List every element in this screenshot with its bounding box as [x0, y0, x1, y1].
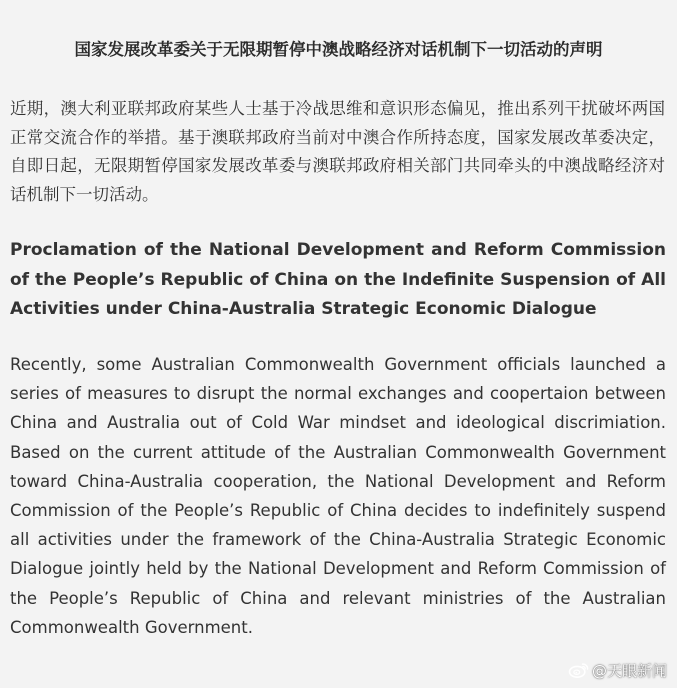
watermark	[568, 660, 667, 680]
english-title: Proclamation of the National Development and Reform Commission of the People’s Republic of China on the Indefinite Suspension of All Activities under China-Australia Strategic Economic Dialogue	[10, 240, 666, 319]
weibo-icon	[568, 661, 590, 679]
english-body-paragraph: Recently, some Australian Commonwealth Government officials launched a series of measures to disrupt the normal exchanges and coopertaion between China and Australia out of Cold War mindset and ideological discrimiation. Based on the current attitude of the Australian Commonwealth Government toward China-Australia cooperation, the National Development and Reform Commission of the People’s Republic of China decides to indefinitely suspend all activities under the framework of the China-Australia Strategic Economic Dialogue jointly held by the National Development and Reform Commission of the People’s Republic of China and relevant ministries of the Australian Commonwealth Government.	[10, 355, 666, 637]
chinese-body-paragraph: 近期，澳大利亚联邦政府某些人士基于冷战思维和意识形态偏见，推出系列干扰破坏两国正常交流合作的举措。基于澳联邦政府当前对中澳合作所持态度，国家发展改革委决定，自即日起，无限期暂停国家发展改革委与澳联邦政府相关部门共同牵头的中澳战略经济对话机制下一切活动。	[10, 99, 665, 204]
watermark-text: @天眼新闻	[591, 661, 667, 680]
chinese-title: 国家发展改革委关于无限期暂停中澳战略经济对话机制下一切活动的声明	[74, 40, 603, 59]
